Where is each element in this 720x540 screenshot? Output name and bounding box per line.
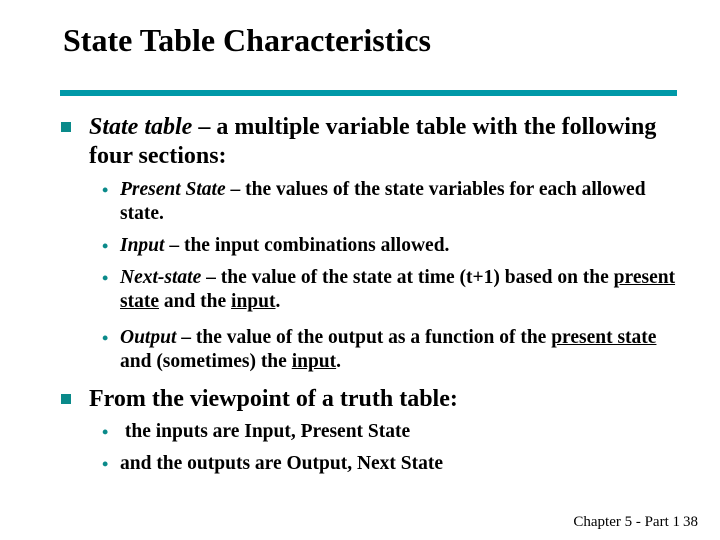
dot-bullet-icon: • (102, 422, 109, 442)
dot-bullet-icon: • (102, 454, 109, 474)
sub-bullet-text (120, 266, 692, 314)
dot-bullet-icon: • (102, 180, 109, 200)
dot-bullet-icon: • (102, 328, 109, 348)
sub-bullet-text (120, 178, 692, 226)
term-input: Input (120, 235, 165, 256)
definition: a multiple variable table with the following four sections: (89, 114, 657, 169)
sub-bullet-outputs (102, 452, 692, 476)
sub-bullet-inputs (102, 420, 692, 444)
square-bullet-icon (61, 122, 71, 132)
bullet-state-table (61, 113, 691, 171)
definition-part: the value of the state at time (t+1) based on the (220, 267, 614, 288)
bullet-text: From the viewpoint of a truth table: (89, 386, 458, 412)
square-bullet-icon (61, 394, 71, 404)
footer-chapter: Chapter 5 - Part 1 (573, 514, 680, 530)
underlined-input: input (231, 291, 276, 312)
definition-part: the value of the output as a function of the (195, 327, 552, 348)
term-output: Output (120, 327, 177, 348)
sub-bullet-text (120, 234, 692, 258)
sub-bullet-input (102, 234, 692, 258)
definition-part: . (336, 351, 342, 372)
bullet-text (89, 113, 691, 171)
slide-title: State Table Characteristics (63, 22, 431, 58)
dot-bullet-icon: • (102, 236, 109, 256)
dash: – (225, 179, 246, 200)
term-state-table: State table (89, 114, 193, 140)
dash: – (192, 114, 217, 140)
sub-bullet-text (120, 326, 692, 374)
sub-bullet-text: and the outputs are Output, Next State (120, 453, 444, 474)
definition-part: . (275, 291, 281, 312)
definition: the input combinations allowed. (183, 235, 450, 256)
sub-bullet-present-state (102, 178, 692, 226)
dash: – (201, 267, 221, 288)
term-present-state: Present State (120, 179, 226, 200)
definition-part: and the (158, 291, 232, 312)
term-next-state: Next-state (120, 267, 202, 288)
underlined-present-state: present state (120, 267, 676, 312)
title-divider (60, 90, 677, 96)
definition: the values of the state variables for each allowed state. (120, 179, 646, 224)
dot-bullet-icon: • (102, 268, 109, 288)
dash: – (164, 235, 184, 256)
sub-bullet-text: the inputs are Input, Present State (120, 421, 411, 442)
slide-number: 38 (683, 514, 698, 530)
sub-bullet-next-state (102, 266, 692, 314)
underlined-present-state: present state (551, 327, 657, 348)
bullet-truth-table (61, 385, 691, 414)
dash: – (176, 327, 196, 348)
underlined-input: input (291, 351, 337, 372)
sub-bullet-output (102, 326, 692, 374)
definition-part: and (sometimes) the (120, 351, 292, 372)
